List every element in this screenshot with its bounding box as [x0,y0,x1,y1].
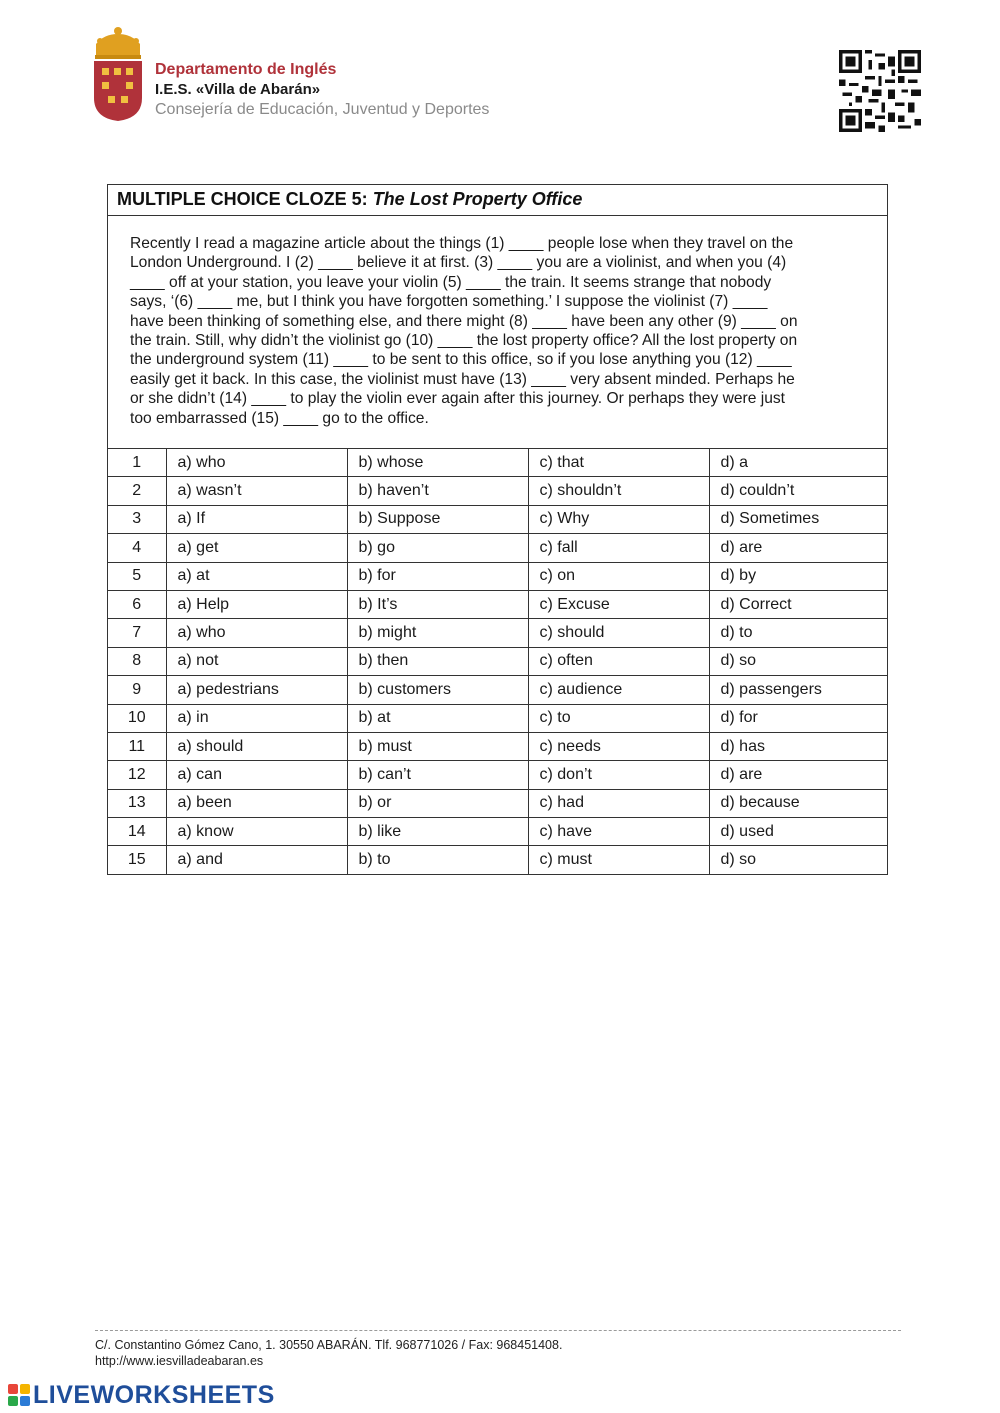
option-row [108,704,887,732]
option-b[interactable]: b) might [347,619,528,647]
passage-line: or she didn’t (14) ____ to play the violin ever again after this journey. Or perhaps they were just [130,390,786,408]
option-c[interactable]: c) often [528,647,709,675]
question-number: 8 [108,647,166,675]
cloze-passage [108,216,887,448]
option-c[interactable]: c) to [528,704,709,732]
option-b[interactable]: b) like [347,818,528,846]
option-c[interactable]: c) Why [528,505,709,533]
question-number: 4 [108,534,166,562]
option-d[interactable]: d) a [709,449,887,477]
option-c[interactable]: c) that [528,449,709,477]
option-b[interactable]: b) at [347,704,528,732]
option-row [108,590,887,618]
question-number: 7 [108,619,166,647]
option-d[interactable]: d) couldn’t [709,477,887,505]
consejeria-name: Consejería de Educación, Juventud y Deportes [155,101,490,118]
passage-line: easily get it back. In this case, the violinist must have (13) ____ very absent minded. Perhaps he [130,370,795,388]
footer-url[interactable]: http://www.iesvilladeabaran.es [95,1354,264,1368]
option-a[interactable]: a) in [166,704,347,732]
option-d[interactable]: d) for [709,704,887,732]
option-b[interactable]: b) Suppose [347,505,528,533]
option-b[interactable]: b) customers [347,676,528,704]
option-a[interactable]: a) who [166,449,347,477]
option-d[interactable]: d) Sometimes [709,505,887,533]
passage-line: says, ‘(6) ____ me, but I think you have forgotten something.’ I suppose the violinist (7) ____ [130,293,768,311]
option-c[interactable]: c) audience [528,676,709,704]
passage-line: the train. Still, why didn’t the violinist go (10) ____ the lost property office? All the lost property on [130,332,798,350]
option-c[interactable]: c) had [528,789,709,817]
passage-line: too embarrassed (15) ____ go to the office. [130,409,429,427]
question-number: 2 [108,477,166,505]
option-a[interactable]: a) pedestrians [166,676,347,704]
option-b[interactable]: b) whose [347,449,528,477]
option-a[interactable]: a) get [166,534,347,562]
options-table [108,448,887,874]
option-d[interactable]: d) passengers [709,676,887,704]
footer-address: C/. Constantino Gómez Cano, 1. 30550 ABARÁN. Tlf. 968771026 / Fax: 968451408. [95,1338,563,1352]
option-row [108,818,887,846]
question-number: 14 [108,818,166,846]
option-row [108,449,887,477]
question-number: 9 [108,676,166,704]
option-a[interactable]: a) been [166,789,347,817]
option-row [108,562,887,590]
option-row [108,676,887,704]
exercise-box [107,184,888,875]
question-number: 10 [108,704,166,732]
option-b[interactable]: b) haven’t [347,477,528,505]
option-c[interactable]: c) should [528,619,709,647]
option-d[interactable]: d) has [709,732,887,760]
exercise-title-italic: The Lost Property Office [372,189,583,209]
option-b[interactable]: b) for [347,562,528,590]
qr-code-icon [839,50,921,132]
option-d[interactable]: d) are [709,534,887,562]
option-d[interactable]: d) by [709,562,887,590]
passage-line: ____ off at your station, you leave your violin (5) ____ the train. It seems strange that nobody [130,273,772,291]
option-c[interactable]: c) needs [528,732,709,760]
option-d[interactable]: d) to [709,619,887,647]
department-name: Departamento de Inglés [155,61,337,78]
option-a[interactable]: a) at [166,562,347,590]
option-a[interactable]: a) not [166,647,347,675]
exercise-title [108,185,887,216]
question-number: 5 [108,562,166,590]
option-b[interactable]: b) can’t [347,761,528,789]
option-d[interactable]: d) so [709,647,887,675]
option-c[interactable]: c) must [528,846,709,874]
option-a[interactable]: a) who [166,619,347,647]
option-d[interactable]: d) used [709,818,887,846]
question-number: 6 [108,590,166,618]
footer [95,1337,562,1369]
option-a[interactable]: a) wasn’t [166,477,347,505]
option-row [108,846,887,874]
passage-line: the underground system (11) ____ to be sent to this office, so if you lose anything you (12) ____ [130,351,792,369]
liveworksheets-watermark [8,1381,275,1409]
option-d[interactable]: d) so [709,846,887,874]
option-row [108,619,887,647]
option-d[interactable]: d) Correct [709,590,887,618]
passage-line: Recently I read a magazine article about the things (1) ____ people lose when they travel on the [130,235,794,252]
option-row [108,732,887,760]
option-b[interactable]: b) go [347,534,528,562]
option-a[interactable]: a) know [166,818,347,846]
passage-line: have been thinking of something else, and there might (8) ____ have been any other (9) ____ on [130,312,798,330]
exercise-title-prefix: MULTIPLE CHOICE CLOZE 5: [117,189,368,209]
option-a[interactable]: a) If [166,505,347,533]
option-c[interactable]: c) on [528,562,709,590]
option-a[interactable]: a) and [166,846,347,874]
option-a[interactable]: a) can [166,761,347,789]
option-c[interactable]: c) shouldn’t [528,477,709,505]
question-number: 13 [108,789,166,817]
option-row [108,505,887,533]
option-row [108,477,887,505]
option-d[interactable]: d) are [709,761,887,789]
option-row [108,789,887,817]
option-a[interactable]: a) should [166,732,347,760]
option-c[interactable]: c) have [528,818,709,846]
question-number: 12 [108,761,166,789]
option-row [108,534,887,562]
option-b[interactable]: b) to [347,846,528,874]
option-row [108,761,887,789]
question-number: 3 [108,505,166,533]
option-c[interactable]: c) don’t [528,761,709,789]
option-b[interactable]: b) It’s [347,590,528,618]
option-a[interactable]: a) Help [166,590,347,618]
liveworksheets-logo-icon [8,1384,30,1406]
option-b[interactable]: b) must [347,732,528,760]
school-name: I.E.S. «Villa de Abarán» [155,81,321,98]
question-number: 15 [108,846,166,874]
question-number: 1 [108,449,166,477]
option-b[interactable]: b) or [347,789,528,817]
passage-line: London Underground. I (2) ____ believe it at first. (3) ____ you are a violinist, and when you (4) [130,254,787,272]
liveworksheets-text: LIVEWORKSHEETS [33,1380,275,1409]
option-d[interactable]: d) because [709,789,887,817]
option-c[interactable]: c) fall [528,534,709,562]
option-c[interactable]: c) Excuse [528,590,709,618]
question-number: 11 [108,732,166,760]
department-header [155,60,489,120]
footer-divider [95,1330,901,1331]
region-crest-logo [90,26,146,122]
option-row [108,647,887,675]
option-b[interactable]: b) then [347,647,528,675]
